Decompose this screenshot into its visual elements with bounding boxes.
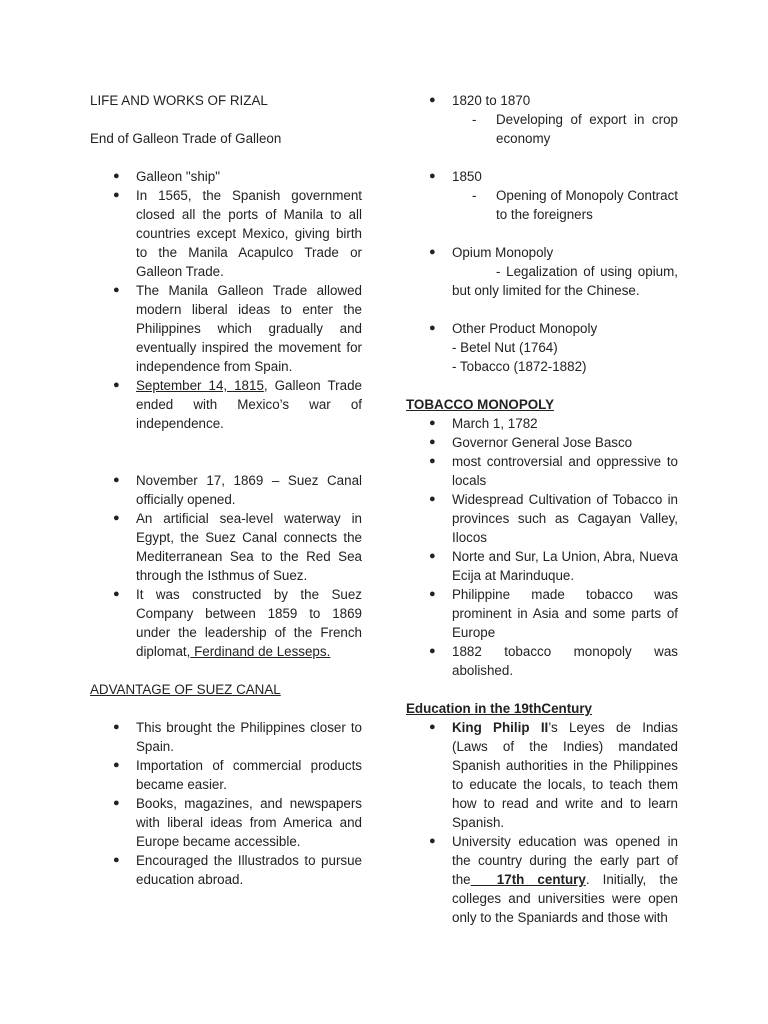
list-item: ● 1882 tobacco monopoly was abolished. bbox=[406, 642, 678, 680]
list-item bbox=[90, 585, 362, 661]
lesseps-name: Ferdinand de Lesseps. bbox=[190, 644, 331, 659]
period-1-detail: - Developing of export in crop economy bbox=[406, 110, 678, 148]
period-1 bbox=[406, 91, 678, 110]
list-item bbox=[406, 832, 678, 927]
list-item: ● Books, magazines, and newspapers with liberal ideas from America and Europe became accessible. bbox=[90, 794, 362, 851]
page-title: LIFE AND WORKS OF RIZAL bbox=[90, 93, 268, 108]
education-list bbox=[406, 718, 678, 927]
other-monopoly-list bbox=[406, 319, 678, 338]
list-item: ● most controversial and oppressive to locals bbox=[406, 452, 678, 490]
list-item: ● The Manila Galleon Trade allowed modern liberal ideas to enter the Philippines which gradually and eventually inspired the movement for independence from Spain. bbox=[90, 281, 362, 376]
advantage-list bbox=[90, 718, 362, 889]
period-2 bbox=[406, 167, 678, 186]
suez-list bbox=[90, 471, 362, 661]
galleon-end-text: , Galleon Trade ended with Mexico’s war of independence. bbox=[136, 378, 362, 431]
list-item bbox=[406, 718, 678, 832]
education-2-after: . Initially, the colleges and universities were open only to the Spaniards and those with bbox=[452, 872, 678, 925]
list-item: ● Governor General Jose Basco bbox=[406, 433, 678, 452]
list-item: ● Opium Monopoly bbox=[406, 243, 678, 262]
seventeenth-century: 17th century bbox=[470, 872, 586, 887]
list-item: ● November 17, 1869 – Suez Canal officially opened. bbox=[90, 471, 362, 509]
list-item: ● An artificial sea-level waterway in Egypt, the Suez Canal connects the Mediterranean Sea to the Red Sea through the Isthmus of Suez. bbox=[90, 509, 362, 585]
list-item: ● 1820 to 1870 bbox=[406, 91, 678, 110]
betel-nut-line: - Betel Nut (1764) bbox=[452, 340, 558, 355]
list-item: ● This brought the Philippines closer to Spain. bbox=[90, 718, 362, 756]
suez-built-text: It was constructed by the Suez Company between 1859 to 1869 under the leadership of the French diplomat, bbox=[136, 587, 362, 659]
advantage-heading: ADVANTAGE OF SUEZ CANAL bbox=[90, 682, 281, 697]
list-item: ● Norte and Sur, La Union, Abra, Nueva Ecija at Marinduque. bbox=[406, 547, 678, 585]
opium-list bbox=[406, 243, 678, 262]
galleon-list bbox=[90, 167, 362, 433]
list-item: ● March 1, 1782 bbox=[406, 414, 678, 433]
list-item: ● Philippine made tobacco was prominent in Asia and some parts of Europe bbox=[406, 585, 678, 642]
tobacco-line: - Tobacco (1872-1882) bbox=[452, 359, 587, 374]
left-column bbox=[90, 91, 362, 889]
list-item: ● Encouraged the Illustrados to pursue education abroad. bbox=[90, 851, 362, 889]
opium-detail: - Legalization of using opium, but only limited for the Chinese. bbox=[452, 264, 678, 298]
galleon-end-date: September 14, 1815 bbox=[136, 378, 264, 393]
list-item: ● Widespread Cultivation of Tobacco in provinces such as Cagayan Valley, Ilocos bbox=[406, 490, 678, 547]
education-1-text: ’s Leyes de Indias (Laws of the Indies) mandated Spanish authorities in the Philippines to educate the locals, to teach them how to read and write and to learn Spanish. bbox=[452, 720, 678, 830]
tobacco-list bbox=[406, 414, 678, 680]
education-2-before: University education was opened in the country during the early part of the bbox=[452, 834, 678, 887]
list-item: ● In 1565, the Spanish government closed all the ports of Manila to all countries except Mexico, giving birth to the Manila Acapulco Trade or Galleon Trade. bbox=[90, 186, 362, 281]
list-item: ● 1850 bbox=[406, 167, 678, 186]
right-column bbox=[406, 91, 678, 927]
list-item: ● Other Product Monopoly bbox=[406, 319, 678, 338]
list-item: ● Galleon "ship" bbox=[90, 167, 362, 186]
list-item: ● Importation of commercial products became easier. bbox=[90, 756, 362, 794]
tobacco-heading: TOBACCO MONOPOLY bbox=[406, 397, 555, 412]
galleon-subtitle: End of Galleon Trade of Galleon bbox=[90, 131, 282, 146]
king-philip-name: King Philip II bbox=[452, 720, 549, 735]
list-item bbox=[90, 376, 362, 433]
period-2-detail: - Opening of Monopoly Contract to the foreigners bbox=[406, 186, 678, 224]
education-heading: Education in the 19thCentury bbox=[406, 701, 592, 716]
